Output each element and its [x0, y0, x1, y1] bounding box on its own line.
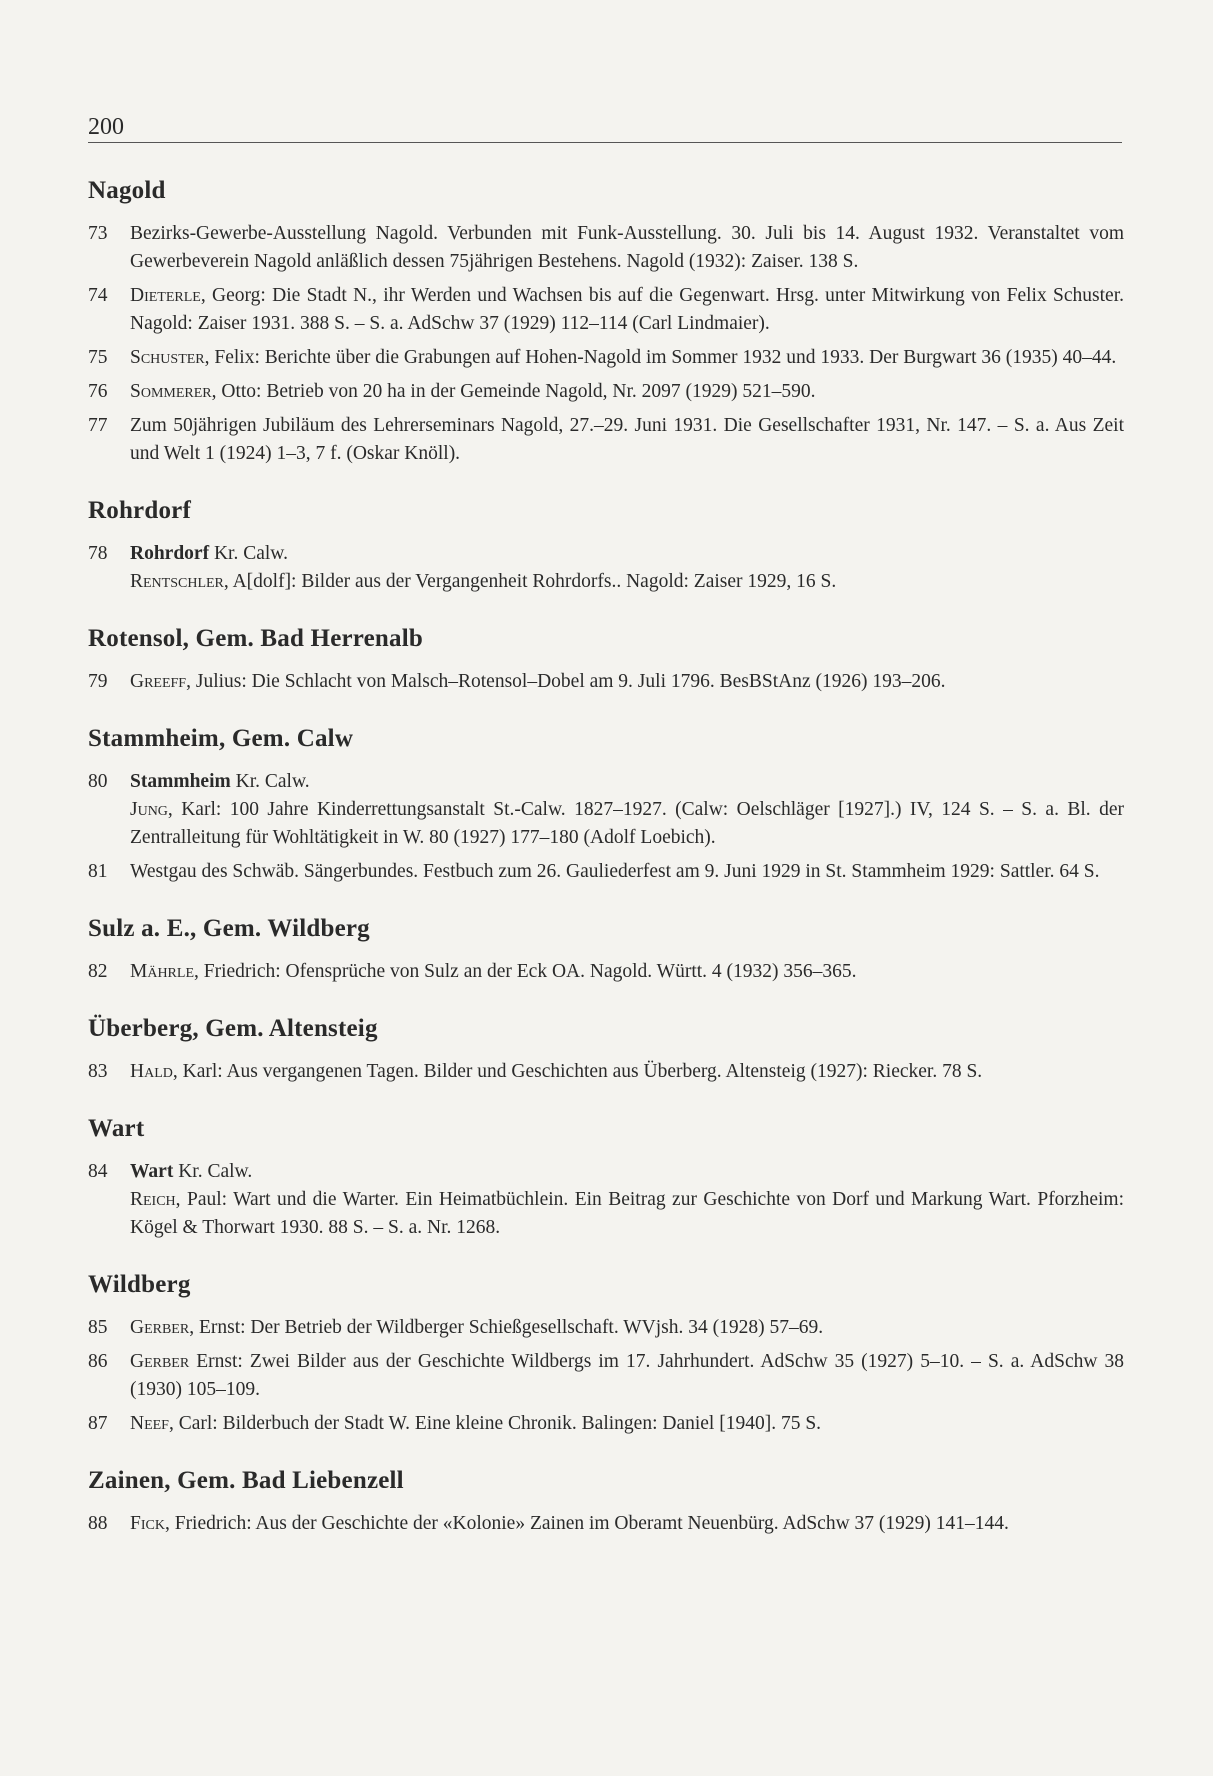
entry-number: 87 [88, 1413, 108, 1434]
bibliography-entry [88, 220, 1124, 276]
entry-text: , Paul: Wart und die Warter. Ein Heimatbüchlein. Ein Beitrag zur Geschichte von Dorf und Markung Wart. Pforzheim: Kögel & Thorwart 1930. 88 S. – S. a. Nr. 1268. [130, 1189, 1124, 1238]
entry-text: Westgau des Schwäb. Sängerbundes. Festbuch zum 26. Gauliederfest am 9. Juni 1929 in St. Stammheim 1929: Sattler. 64 S. [130, 861, 1100, 882]
entry-text: , Otto: Betrieb von 20 ha in der Gemeinde Nagold, Nr. 2097 (1929) 521–590. [211, 381, 816, 402]
author-name: Rentschler [130, 571, 224, 592]
section-spacer [88, 602, 1124, 624]
entry-line [130, 540, 1124, 568]
entry-number: 78 [88, 543, 108, 564]
place-name: Wart [130, 1161, 174, 1182]
entry-text: Kr. Calw. [173, 1161, 253, 1182]
entry-number: 86 [88, 1351, 108, 1372]
entry-line [130, 1410, 1124, 1438]
section-title: Nagold [88, 177, 166, 204]
entry-number: 73 [88, 223, 108, 244]
place-name: Rohrdorf [130, 543, 210, 564]
section [88, 1114, 1124, 1242]
entry-line [130, 282, 1124, 338]
author-name: Gerber [130, 1351, 190, 1372]
section-title: Sulz a. E., Gem. Wildberg [88, 915, 370, 942]
entry-number: 82 [88, 961, 108, 982]
author-name: Schuster [130, 347, 205, 368]
section [88, 914, 1124, 986]
entry-text: Kr. Calw. [209, 543, 288, 564]
entry-number: 79 [88, 671, 108, 692]
entry-line [130, 220, 1124, 276]
section [88, 624, 1124, 696]
section-spacer [88, 992, 1124, 1014]
entry-number: 85 [88, 1317, 108, 1338]
entry-number: 84 [88, 1161, 108, 1182]
entry-text: , Friedrich: Aus der Geschichte der «Kolonie» Zainen im Oberamt Neuenbürg. AdSchw 37 (1929) 141–144. [164, 1513, 1009, 1534]
entry-text: Bezirks-Gewerbe-Ausstellung Nagold. Verbunden mit Funk-Ausstellung. 30. Juli bis 14. August 1932. Veranstaltet vom Gewerbeverein Nagold anläßlich dessen 75jährigen Bestehens. Nagold (1932): Zaiser. 138 S. [130, 223, 1124, 272]
section [88, 1466, 1124, 1538]
section [88, 496, 1124, 596]
entry-line [130, 378, 1124, 406]
section [88, 1014, 1124, 1086]
bibliography-entry [88, 412, 1124, 468]
section-title: Stammheim, Gem. Calw [88, 725, 354, 752]
entry-number: 83 [88, 1061, 108, 1082]
section-title: Überberg, Gem. Altensteig [88, 1015, 378, 1042]
bibliography-entry [88, 344, 1124, 372]
bibliography-entry [88, 540, 1124, 596]
entry-number: 81 [88, 861, 108, 882]
section-spacer [88, 1444, 1124, 1466]
bibliography-content [88, 176, 1124, 1544]
bibliography-entry [88, 768, 1124, 852]
author-name: Reich [130, 1189, 176, 1210]
entry-line [130, 1348, 1124, 1404]
entry-line [130, 1510, 1124, 1538]
section-spacer [88, 1092, 1124, 1114]
bibliography-entry [88, 1410, 1124, 1438]
entry-number: 74 [88, 285, 108, 306]
entry-number: 88 [88, 1513, 108, 1534]
author-name: Sommerer [130, 381, 212, 402]
entry-line [130, 858, 1124, 886]
place-name: Stammheim [130, 771, 231, 792]
bibliography-entry [88, 1058, 1124, 1086]
entry-line [130, 344, 1124, 372]
author-name: Fick [130, 1513, 165, 1534]
entry-text: , Friedrich: Ofensprüche von Sulz an der Eck OA. Nagold. Württ. 4 (1932) 356–365. [194, 961, 857, 982]
bibliography-entry [88, 668, 1124, 696]
section-title: Rohrdorf [88, 497, 191, 524]
page-number: 200 [88, 114, 124, 140]
entry-text: , Karl: Aus vergangenen Tagen. Bilder und Geschichten aus Überberg. Altensteig (1927): Riecker. 78 S. [172, 1061, 983, 1082]
entry-text: , A[dolf]: Bilder aus der Vergangenheit Rohrdorfs.. Nagold: Zaiser 1929, 16 S. [223, 571, 837, 592]
entry-text: , Karl: 100 Jahre Kinderrettungsanstalt St.-Calw. 1827–1927. (Calw: Oelschläger [1927].) IV, 124 S. – S. a. Bl. der Zentralleitung für Wohltätigkeit in W. 80 (1927) 177–180 (Adolf Loebich). [130, 799, 1124, 848]
section-title: Wildberg [88, 1271, 191, 1298]
author-name: Jung [130, 799, 168, 820]
section-title: Zainen, Gem. Bad Liebenzell [88, 1467, 404, 1494]
bibliography-entry [88, 1348, 1124, 1404]
entry-number: 80 [88, 771, 108, 792]
entry-text: Kr. Calw. [230, 771, 310, 792]
bibliography-entry [88, 958, 1124, 986]
entry-line [130, 668, 1124, 696]
author-name: Mährle [130, 961, 195, 982]
entry-text: , Georg: Die Stadt N., ihr Werden und Wachsen bis auf die Gegenwart. Hrsg. unter Mitwirkung von Felix Schuster. Nagold: Zaiser 1931. 388 S. – S. a. AdSchw 37 (1929) 112–114 (Carl Lindmaier). [130, 285, 1124, 334]
author-name: Hald [130, 1061, 173, 1082]
entry-text: Ernst: Zwei Bilder aus der Geschichte Wildbergs im 17. Jahrhundert. AdSchw 35 (1927) 5–10. – S. a. AdSchw 38 (1930) 105–109. [130, 1351, 1124, 1400]
entry-line [130, 1314, 1124, 1342]
entry-number: 77 [88, 415, 108, 436]
section-spacer [88, 892, 1124, 914]
section [88, 1270, 1124, 1438]
entry-line [130, 768, 1124, 796]
section [88, 724, 1124, 886]
page-header [88, 106, 1122, 143]
section-title: Wart [88, 1115, 145, 1142]
entry-number: 75 [88, 347, 108, 368]
author-name: Neef [130, 1413, 169, 1434]
section-title: Rotensol, Gem. Bad Herrenalb [88, 625, 423, 652]
entry-text: , Ernst: Der Betrieb der Wildberger Schießgesellschaft. WVjsh. 34 (1928) 57–69. [189, 1317, 824, 1338]
entry-line [130, 1058, 1124, 1086]
bibliography-entry [88, 1314, 1124, 1342]
author-name: Gerber [130, 1317, 190, 1338]
entry-subline [130, 1186, 1124, 1242]
entry-text: Zum 50jährigen Jubiläum des Lehrerseminars Nagold, 27.–29. Juni 1931. Die Gesellschafter 1931, Nr. 147. – S. a. Aus Zeit und Welt 1 (1924) 1–3, 7 f. (Oskar Knöll). [130, 415, 1124, 464]
bibliography-entry [88, 1510, 1124, 1538]
entry-number: 76 [88, 381, 108, 402]
entry-line [130, 1158, 1124, 1186]
entry-text: , Felix: Berichte über die Grabungen auf Hohen-Nagold im Sommer 1932 und 1933. Der Burgwart 36 (1935) 40–44. [204, 347, 1117, 368]
section-spacer [88, 1248, 1124, 1270]
bibliography-entry [88, 282, 1124, 338]
entry-subline [130, 568, 1124, 596]
bibliography-entry [88, 378, 1124, 406]
author-name: Greeff [130, 671, 187, 692]
entry-line [130, 412, 1124, 468]
author-name: Dieterle [130, 285, 201, 306]
bibliography-entry [88, 1158, 1124, 1242]
section [88, 176, 1124, 468]
entry-text: , Carl: Bilderbuch der Stadt W. Eine kleine Chronik. Balingen: Daniel [1940]. 75 S. [168, 1413, 822, 1434]
entry-text: , Julius: Die Schlacht von Malsch–Rotensol–Dobel am 9. Juli 1796. BesBStAnz (1926) 193–206. [186, 671, 946, 692]
section-spacer [88, 702, 1124, 724]
entry-line [130, 958, 1124, 986]
bibliography-entry [88, 858, 1124, 886]
entry-subline [130, 796, 1124, 852]
section-spacer [88, 474, 1124, 496]
